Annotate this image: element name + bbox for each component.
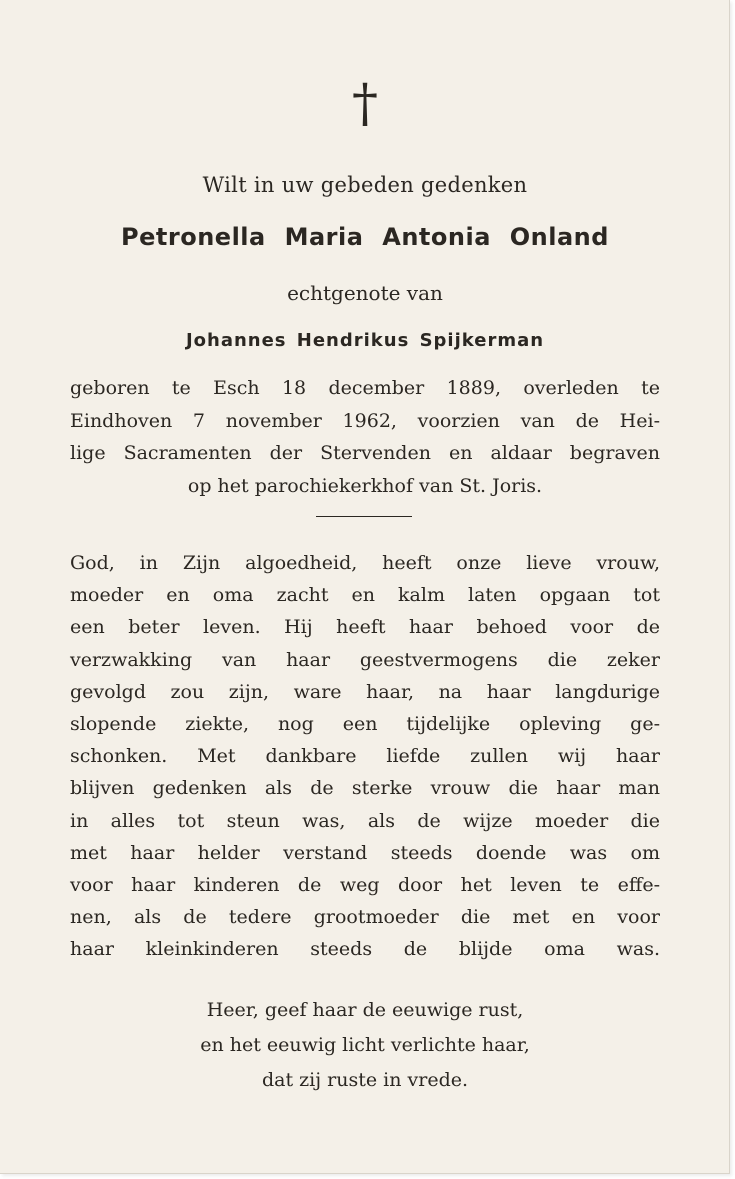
text-line: haar kleinkinderen steeds de blijde oma was. <box>70 938 660 961</box>
text-line: verzwakking van haar geestvermogens die zeker <box>70 648 660 671</box>
remembrance-paragraph <box>70 547 660 966</box>
spouse-name: Johannes Hendrikus Spijkerman <box>185 330 545 351</box>
text-line: blijven gedenken als de sterke vrouw die haar man <box>70 777 660 800</box>
deceased-name: Petronella Maria Antonia Onland <box>121 223 609 251</box>
intro-text: Wilt in uw gebeden gedenken <box>202 173 528 197</box>
biography-line: Eindhoven 7 november 1962, voorzien van de Hei- <box>70 409 660 432</box>
text-line: nen, als de tedere grootmoeder die met en voor <box>70 906 660 929</box>
text-line: moeder en oma zacht en kalm laten opgaan tot <box>70 584 660 607</box>
closing-prayer <box>70 993 660 1098</box>
prayer-line: Heer, geef haar de eeuwige rust, <box>206 999 524 1021</box>
text-line: voor haar kinderen de weg door het leven te effe- <box>70 874 660 897</box>
text-line: een beter leven. Hij heeft haar behoed voor de <box>70 616 660 639</box>
text-line: God, in Zijn algoedheid, heeft onze lieve vrouw, <box>70 552 660 574</box>
prayer-line: en het eeuwig licht verlichte haar, <box>200 1034 530 1056</box>
text-line: slopende ziekte, nog een tijdelijke opleving ge- <box>70 713 660 736</box>
text-line: in alles tot steun was, als de wijze moeder die <box>70 809 660 832</box>
biography-line: geboren te Esch 18 december 1889, overleden te <box>70 377 660 399</box>
spouse-intro: echtgenote van <box>287 281 443 305</box>
text-line: schonken. Met dankbare liefde zullen wij haar <box>70 745 660 768</box>
biography-paragraph <box>70 372 660 502</box>
divider-line <box>316 516 412 517</box>
biography-line: lige Sacramenten der Stervenden en aldaar begraven <box>70 442 660 464</box>
text-line: met haar helder verstand steeds doende was om <box>70 841 660 864</box>
biography-line: op het parochiekerkhof van St. Joris. <box>187 474 543 497</box>
cross-icon: † <box>352 74 378 134</box>
text-line: gevolgd zou zijn, ware haar, na haar langdurige <box>70 680 660 703</box>
prayer-line: dat zij ruste in vrede. <box>261 1069 469 1091</box>
